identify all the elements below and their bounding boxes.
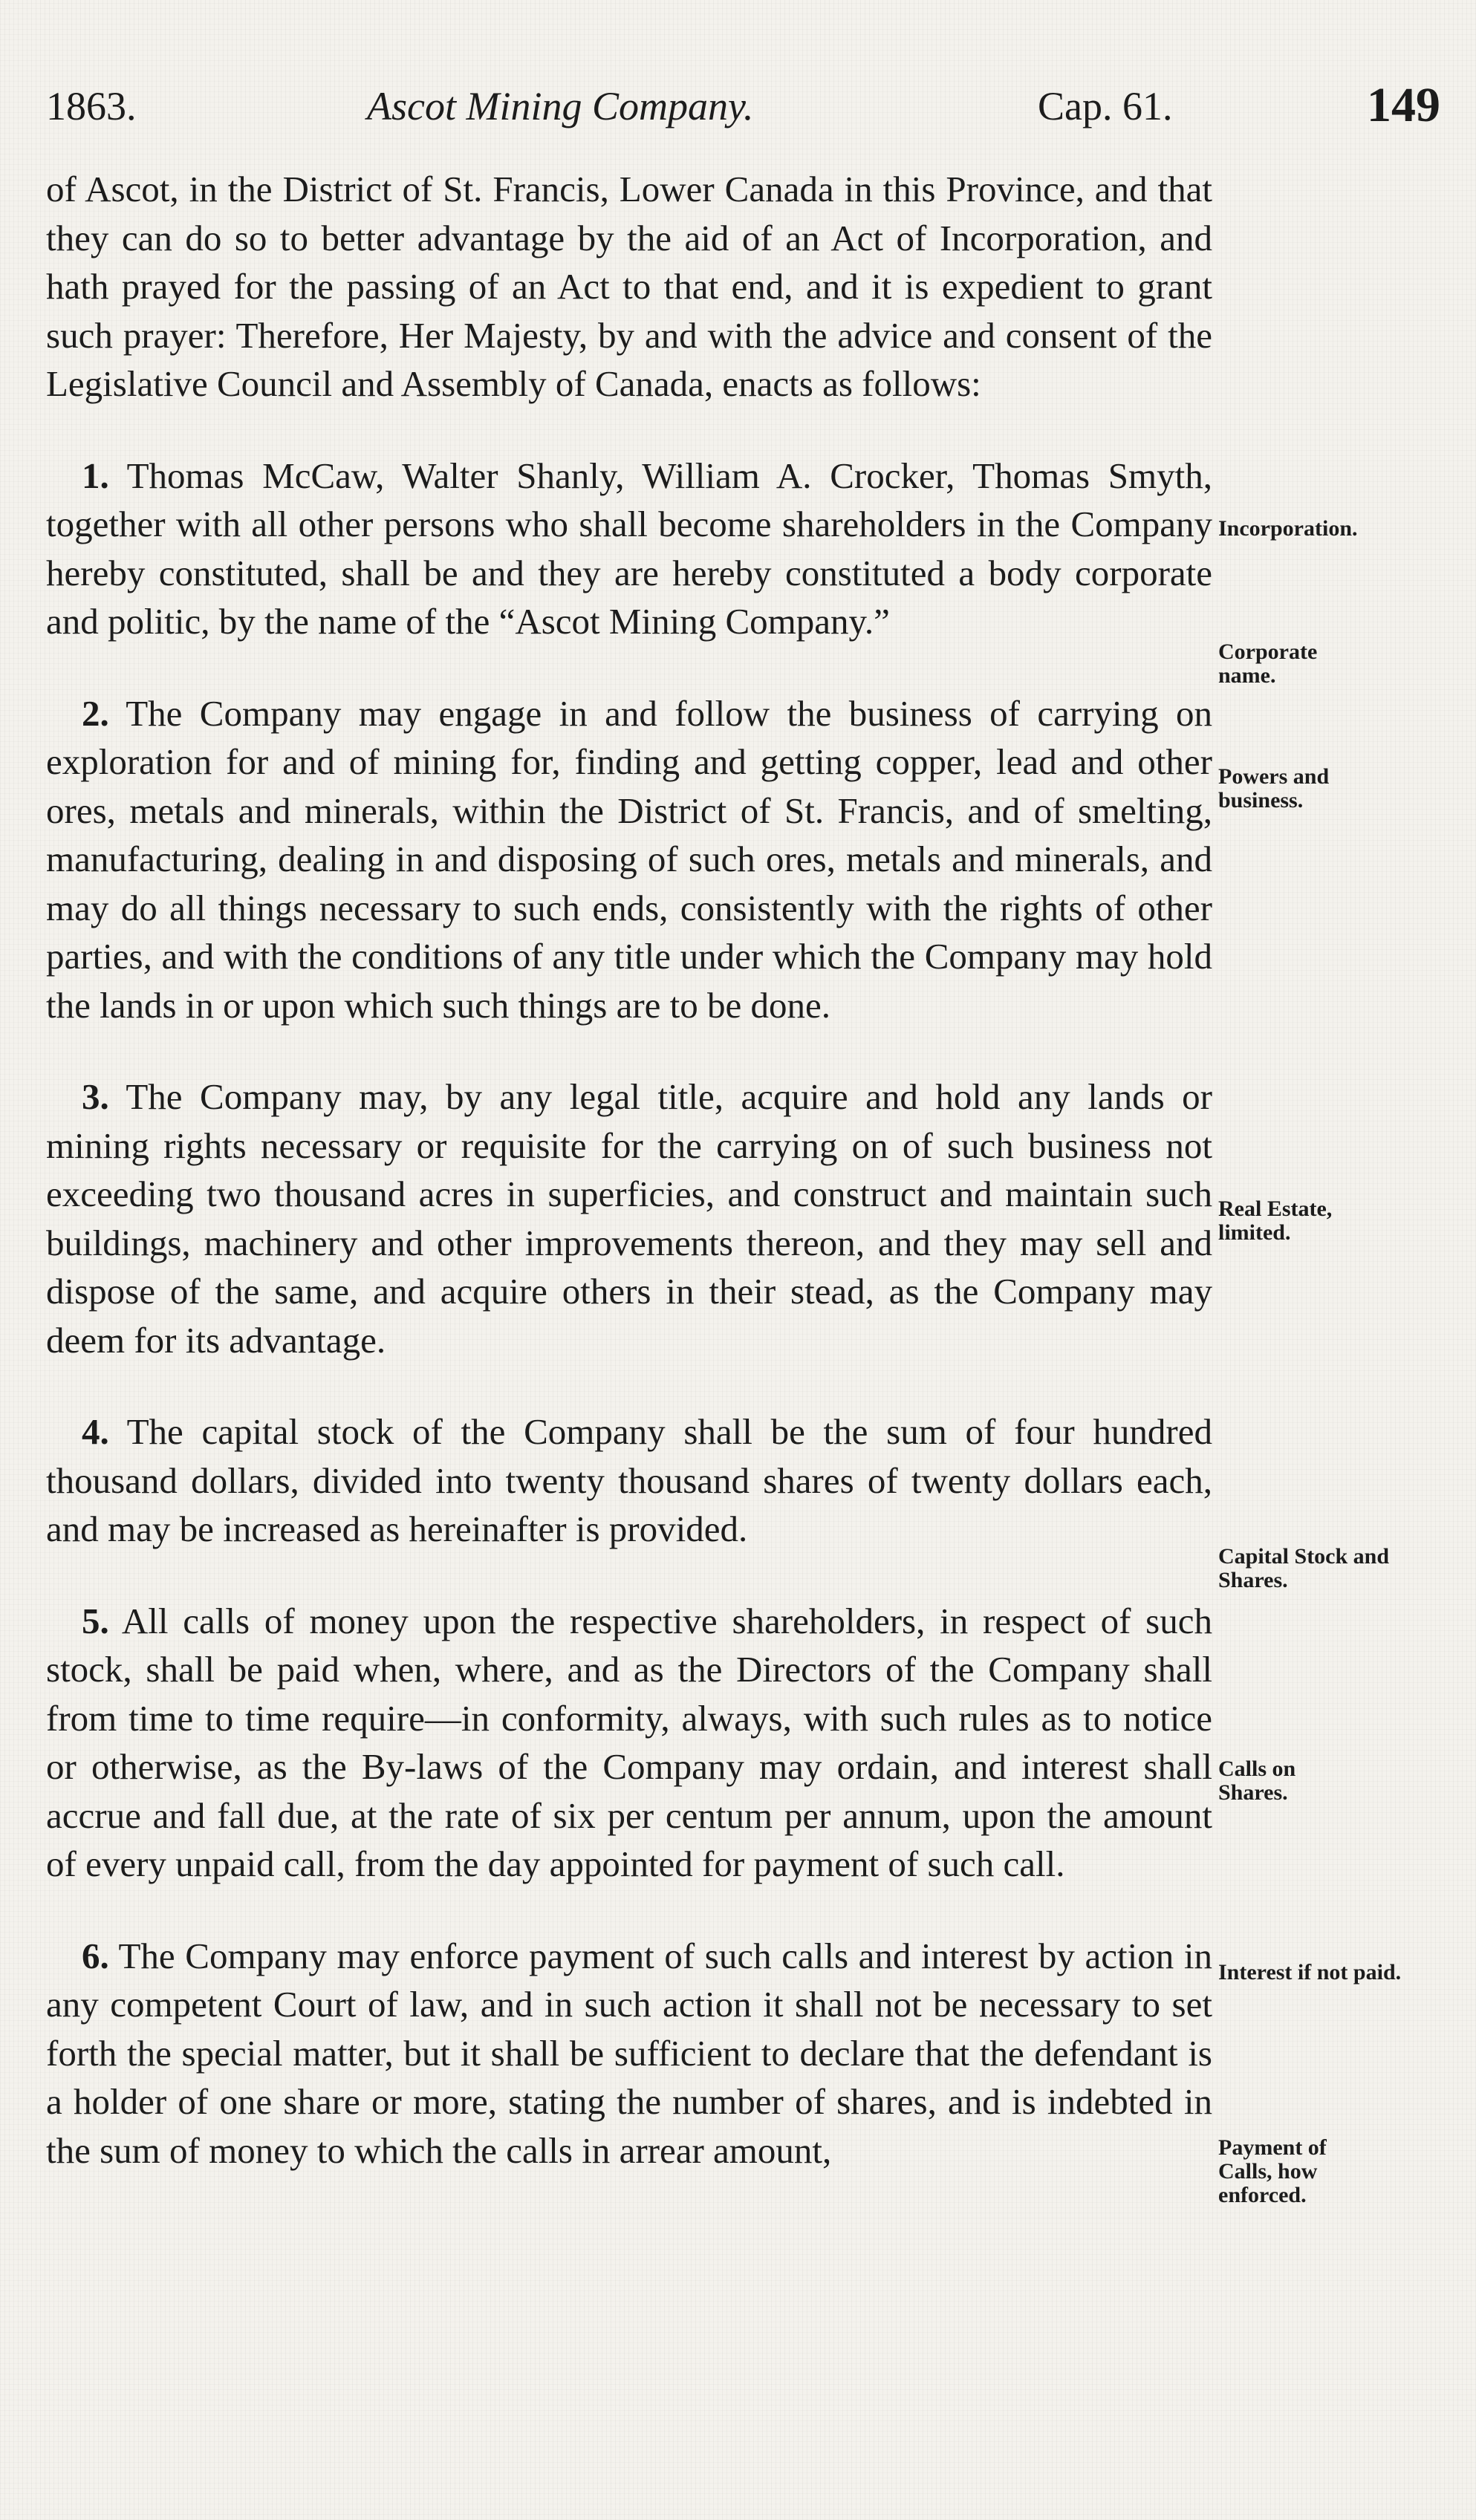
margin-note-payment: Payment of Calls, how enforced. xyxy=(1218,2135,1327,2207)
section-number: 5. xyxy=(82,1600,109,1641)
margin-note-capital-stock: Capital Stock and Shares. xyxy=(1218,1544,1390,1592)
margin-note-real-estate: Real Estate, limited. xyxy=(1218,1196,1333,1245)
header-year: 1863. xyxy=(46,84,137,128)
paragraph-text: Thomas McCaw, Walter Shanly, William A. Crocker, Thomas Smyth, together with all other persons who shall become shareholders in the Company hereby constituted, shall be and they are hereby constituted a body corporate and politic, by the name of the “Ascot Mining Company.” xyxy=(46,455,1212,642)
section-number: 3. xyxy=(82,1076,109,1117)
running-header xyxy=(46,78,1440,143)
margin-note-corporate-name: Corporate name. xyxy=(1218,639,1318,688)
section-number: 2. xyxy=(82,692,109,734)
margin-note-powers: Powers and business. xyxy=(1218,764,1330,813)
margin-note-interest: Interest if not paid. xyxy=(1218,1960,1402,1985)
paragraph-text: The capital stock of the Company shall be the sum of four hundred thousand dollars, divided into twenty thousand shares of twenty dollars each, and may be increased as hereinafter is provided. xyxy=(46,1411,1212,1549)
margin-note-incorporation: Incorporation. xyxy=(1218,516,1358,541)
header-chapter: Cap. 61. xyxy=(1038,84,1173,128)
section-number: 4. xyxy=(82,1411,109,1452)
statute-body xyxy=(46,165,1212,2218)
section-2 xyxy=(46,689,1212,1030)
margin-note-calls: Calls on Shares. xyxy=(1218,1756,1296,1805)
paragraph-text: The Company may enforce payment of such calls and interest by action in any competent Court of law, and in such action it shall not be necessary to set forth the special matter, but it shall be sufficient to declare that the defendant is a holder of one share or more, stating the number of shares, and is indebted in the sum of money to which the calls in arrear amount, xyxy=(46,1935,1212,2171)
section-1 xyxy=(46,452,1212,646)
paragraph-text: All calls of money upon the respective shareholders, in respect of such stock, shall be paid when, where, and as the Directors of the Company shall from time to time require—in conformity, always, with such rules as to notice or otherwise, as the By-laws of the Company may ordain, and interest shall accrue and fall due, at the rate of six per centum per annum, upon the amount of every unpaid call, from the day appointed for payment of such call. xyxy=(46,1600,1212,1884)
section-number: 6. xyxy=(82,1935,109,1976)
section-4 xyxy=(46,1407,1212,1554)
paragraph-text: The Company may engage in and follow the business of carrying on exploration for and of mining for, finding and getting copper, lead and other ores, metals and minerals, within the District of St. Francis, and of smelting, manufacturing, dealing in and disposing of such ores, metals and minerals, and may do all things necessary to such ends, consistently with the rights of other parties, and with the conditions of any title under which the Company may hold the lands in or upon which such things are to be done. xyxy=(46,692,1212,1026)
section-3 xyxy=(46,1072,1212,1364)
paragraph-text: The Company may, by any legal title, acquire and hold any lands or mining rights necessary or requisite for the carrying on of such business not exceeding two thousand acres in superficies, and construct and maintain such buildings, machinery and other improvements thereon, and they may sell and dispose of the same, and acquire others in their stead, as the Company may deem for its advantage. xyxy=(46,1076,1212,1361)
page-number: 149 xyxy=(1367,78,1440,132)
preamble-paragraph xyxy=(46,165,1212,408)
section-6 xyxy=(46,1932,1212,2175)
section-5 xyxy=(46,1597,1212,1889)
section-number: 1. xyxy=(82,455,109,496)
header-title: Ascot Mining Company. xyxy=(367,84,754,128)
paragraph-text: of Ascot, in the District of St. Francis, Lower Canada in this Province, and that they can do so to better advantage by the aid of an Act of Incorporation, and hath prayed for the passing of an Act to that end, and it is expedient to grant such prayer: Therefore, Her Majesty, by and with the advice and consent of the Legislative Council and Assembly of Canada, enacts as follows: xyxy=(46,169,1212,404)
